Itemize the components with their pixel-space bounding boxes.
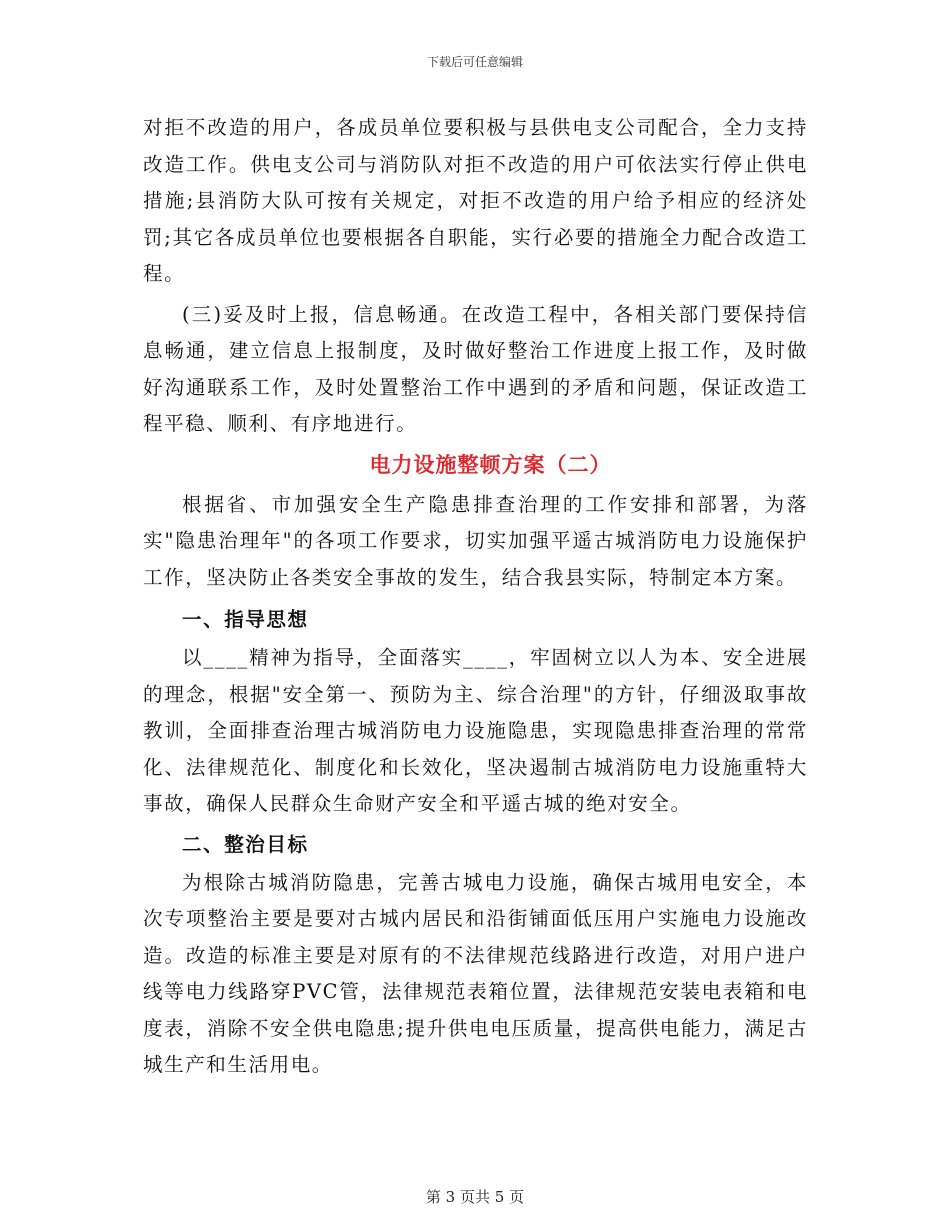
section-title: 电力设施整顿方案（二） (369, 452, 612, 477)
heading-guiding-thought: 一、指导思想 (182, 608, 309, 631)
heading-goals: 二、整治目标 (182, 832, 309, 856)
paragraph-intro: 根据省、市加强安全生产隐患排查治理的工作安排和部署，为落实"隐患治理年"的各项工作要求，切实加强平遥古城消防电力设施保护工作，坚决防止各类安全事故的发生，结合我县实际，特制定本方案。 (143, 492, 808, 589)
document-body (143, 110, 808, 1084)
page-footer: 第 3 页共 5 页 (425, 1188, 525, 1206)
paragraph-reporting: (三)妥及时上报，信息畅通。在改造工程中，各相关部门要保持信息畅通，建立信息上报制度，及时做好整治工作进度上报工作，及时做好沟通联系工作，及时处置整治工作中遇到的矛盾和问题，保证改造工程平稳、顺利、有序地进行。 (143, 302, 808, 435)
paragraph-goals: 为根除古城消防隐患，完善古城电力设施，确保古城用电安全，本次专项整治主要是要对古城内居民和沿街铺面低压用户实施电力设施改造。改造的标准主要是对原有的不法律规范线路进行改造，对用户进户线等电力线路穿PVC管，法律规范表箱位置，法律规范安装电表箱和电度表，消除不安全供电隐患;提升供电电压质量，提高供电能力，满足古城生产和生活用电。 (143, 870, 808, 1076)
paragraph-guiding-thought: 以____精神为指导，全面落实____，牢固树立以人为本、安全进展的理念，根据"安全第一、预防为主、综合治理"的方针，仔细汲取事故教训，全面排查治理古城消防电力设施隐患，实现隐患排查治理的常常化、法律规范化、制度化和长效化，坚决遏制古城消防电力设施重特大事故，确保人民群众生命财产安全和平遥古城的绝对安全。 (143, 646, 808, 815)
paragraph-continuation: 对拒不改造的用户，各成员单位要积极与县供电支公司配合，全力支持改造工作。供电支公司与消防队对拒不改造的用户可依法实行停止供电措施;县消防大队可按有关规定，对拒不改造的用户给予相应的经济处罚;其它各成员单位也要根据各自职能，实行必要的措施全力配合改造工程。 (143, 116, 808, 285)
page-header: 下载后可任意编辑 (426, 55, 523, 69)
